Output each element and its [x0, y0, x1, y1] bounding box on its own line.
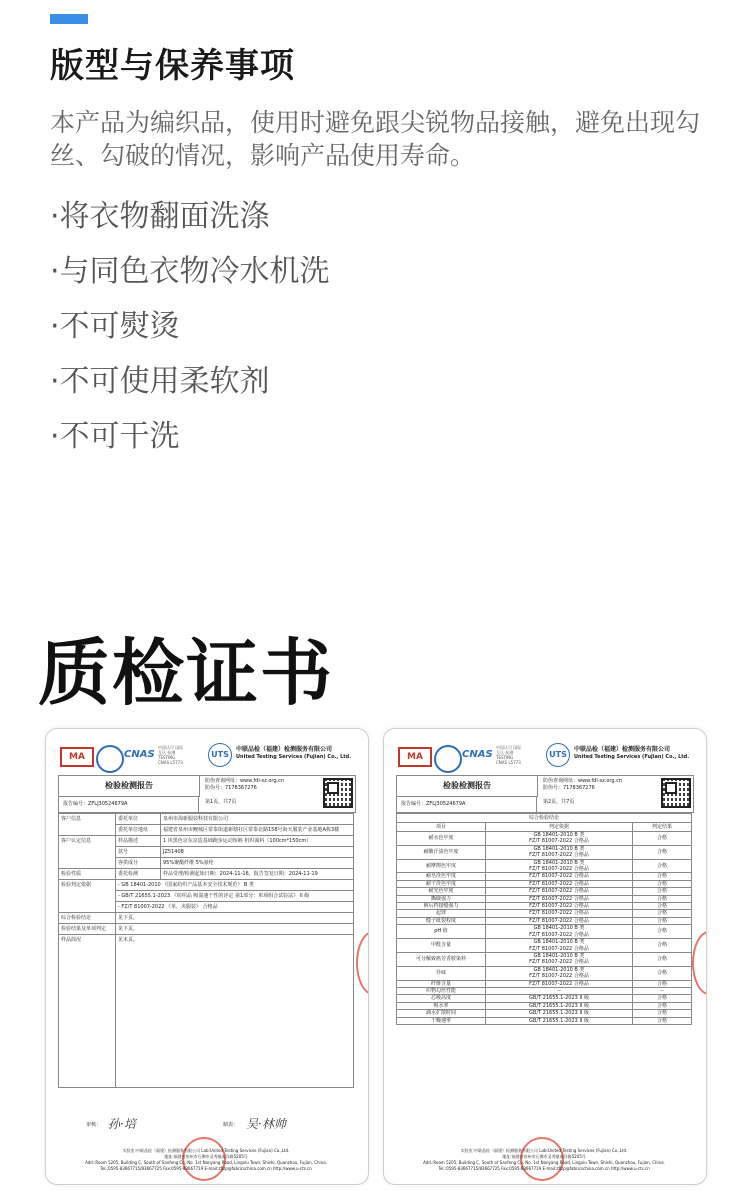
edge-stamp-icon [356, 931, 369, 995]
result-cell: 合格 [633, 995, 692, 1002]
certificate-page-2[interactable] [383, 728, 707, 1185]
basis-cell [486, 980, 633, 987]
field-value: 见下页。 [116, 913, 354, 924]
table-row [397, 832, 692, 846]
footer-contact: Tel.:0595-83667715/83667725 Fax:0595-83667719 E-mail:zfjzp@fabricschina.com.cn http://www.u-cts.cn [438, 1166, 650, 1171]
footer-lab: 实验室:中联品检（福建）检测服务有限公司 Lab:United Testing Services (Fujian) Co.,Ltd. [122, 1148, 290, 1153]
table-row [397, 966, 692, 980]
table-row [59, 880, 354, 891]
basis-cell [486, 917, 633, 924]
field-key: 款号 [116, 847, 161, 858]
basis-cell [486, 987, 633, 994]
basis-line: FZ/T 81007-2022 合格品 [529, 910, 589, 917]
table-row [397, 980, 692, 987]
basis-cell [486, 952, 633, 966]
basis-line: FZ/T 81007-2022 合格品 [529, 917, 589, 924]
footer-address-cn: 地址:福建省泉州市石狮市灵秀镇南洋路5205号 [164, 1154, 248, 1159]
review-label: 审核： [86, 1122, 102, 1128]
item-cell: 纤维含量 [397, 980, 486, 987]
item-cell: 吸水率 [397, 1002, 486, 1009]
result-cell: 合格 [633, 1017, 692, 1024]
basis-line: FZ/T 81007-2022 合格品 [529, 838, 589, 845]
verify-code: 防伪号：7178367276 [543, 785, 595, 791]
table-row [397, 1002, 692, 1009]
result-cell: 合格 [633, 895, 692, 902]
item-cell: 织物勾丝性能 [397, 987, 486, 994]
basis-line: FZ/T 81007-2022 合格品 [529, 959, 589, 966]
field-value: 见末页。 [116, 935, 354, 1088]
report-header [396, 775, 694, 813]
item-cell: 缝子纰裂程度 [397, 917, 486, 924]
basis-line: GB/T 21655.1-2023 II 级 [529, 1017, 589, 1024]
result-cell: 合格 [633, 859, 692, 873]
org-name-en: United Testing Services (Fujian) Co., Ltd. [236, 754, 352, 760]
basis-cell [486, 832, 633, 846]
item-cell: 异味 [397, 966, 486, 980]
table-row [397, 903, 692, 910]
verify-url: 防伪查询网址：www.fdl-sz.org.cn [543, 778, 623, 784]
table-row [59, 924, 354, 935]
field-key: 客供成分 [116, 858, 161, 869]
footer-address-cn: 地址:福建省泉州市石狮市灵秀镇南洋路5205号 [502, 1154, 586, 1159]
result-cell: 合格 [633, 1010, 692, 1017]
field-key: 委托检测 [116, 869, 161, 880]
item-cell: pH 值 [397, 925, 486, 939]
table-title: 综合检验结论 [397, 814, 692, 823]
item-cell: 撕破强力 [397, 895, 486, 902]
verify-url: 防伪查询网址：www.fdl-sz.org.cn [205, 778, 285, 784]
basis-line: GB/T 21655.1-2023 II 级 [529, 1002, 589, 1009]
section-label: 检验结果及单项判定 [59, 924, 116, 935]
table-row [397, 917, 692, 924]
basis-cell [486, 873, 633, 880]
column-header: 判定结果 [633, 823, 692, 832]
uts-logo-icon: UTS [208, 743, 232, 767]
field-value: 1 块黑色京东京造基础跑步运动短裤 机织面料（100cm*150cm） [161, 836, 354, 847]
table-row [59, 913, 354, 924]
maker-signature: 吴·林帅 [246, 1117, 286, 1131]
org-name-cn: 中联品检（福建）检测服务有限公司 [574, 746, 671, 753]
care-item: ·不可熨烫 [50, 309, 180, 344]
basis-line: GB 18401-2010 B 类 [533, 952, 585, 959]
table-row [59, 935, 354, 1088]
report-header [58, 775, 356, 813]
field-value: - GB 18401-2010 《国家纺织产品基本安全技术规范》 B 类 [116, 880, 354, 891]
item-cell: 可分解致癌芳香胺染料 [397, 952, 486, 966]
table-row [397, 845, 692, 859]
basis-line: FZ/T 81007-2022 合格品 [529, 866, 589, 873]
section-accent-bar [50, 14, 88, 24]
basis-cell [486, 925, 633, 939]
verify-info [543, 778, 622, 792]
footer-contact: Tel.:0595-83667715/83667725 Fax:0595-83667719 E-mail:zfjzp@fabricschina.com.cn http://www.u-cts.cn [100, 1166, 312, 1171]
report-title: 检验检测报告 [397, 776, 538, 797]
result-cell: -- [633, 987, 692, 994]
result-cell: 合格 [633, 832, 692, 846]
table-row [397, 995, 692, 1002]
org-name-cn: 中联品检（福建）检测服务有限公司 [236, 746, 333, 753]
table-row [397, 1010, 692, 1017]
ma-logo-icon: MA [60, 747, 94, 767]
section-label: 样品简况 [59, 935, 116, 1088]
report-number: 报告编号：ZFLJ30524679A [397, 796, 537, 812]
ilac-logo-icon [96, 745, 124, 773]
field-key: 样品描述 [116, 836, 161, 847]
report-number: 报告编号：ZFLJ30524679A [59, 796, 199, 812]
item-cell: 耐皂洗色牢度 [397, 873, 486, 880]
result-cell: 合格 [633, 888, 692, 895]
cnas-logo-icon: CNAS [124, 749, 155, 760]
verify-info [205, 778, 284, 792]
section-label: 检验判定依据 [59, 880, 116, 913]
qr-code-icon [323, 778, 353, 808]
basis-cell [486, 1017, 633, 1024]
item-cell: 耐摩擦色牢度 [397, 859, 486, 873]
table-row [397, 910, 692, 917]
field-value: JZ51408 [161, 847, 354, 858]
result-cell: 合格 [633, 939, 692, 953]
section-label: 客户认定信息 [59, 836, 116, 869]
verify-code: 防伪号：7178367276 [205, 785, 257, 791]
basis-cell [486, 1002, 633, 1009]
basis-cell [486, 888, 633, 895]
footer-lab: 实验室:中联品检（福建）检测服务有限公司 Lab:United Testing Services (Fujian) Co.,Ltd. [460, 1148, 628, 1153]
field-value: 95%聚酯纤维 5%氨纶 [161, 858, 354, 869]
basis-line: FZ/T 81007-2022 合格品 [529, 973, 589, 980]
table-row [397, 987, 692, 994]
item-cell: 裤后档接缝强力 [397, 903, 486, 910]
page-number: 第1页，共7页 [205, 799, 237, 805]
table-row [397, 888, 692, 895]
care-item: ·将衣物翻面洗涤 [50, 199, 270, 234]
org-name-en: United Testing Services (Fujian) Co., Ltd. [574, 754, 690, 760]
basis-line: FZ/T 81007-2022 合格品 [529, 895, 589, 902]
section-label: 检验性质 [59, 869, 116, 880]
basis-cell [486, 845, 633, 859]
accreditation-logos [396, 743, 522, 771]
certificate-page-1[interactable] [45, 728, 369, 1185]
item-cell: 芯吸高度 [397, 995, 486, 1002]
field-value: - FZ/T 81007-2022 《单、夹服装》 合格品 [116, 902, 354, 913]
reviewer-signature: 孙·培 [108, 1117, 136, 1131]
basis-line: GB 18401-2010 B 类 [533, 925, 585, 932]
field-key: 委托单位 [116, 814, 161, 825]
field-value: 泉州市海新服装科技有限公司 [161, 814, 354, 825]
basis-line: FZ/T 81007-2022 合格品 [529, 980, 589, 987]
basis-line: FZ/T 81007-2022 合格品 [529, 888, 589, 895]
field-value: 见下页。 [116, 924, 354, 935]
field-value: 样品受理/检测起始日期：2024-11-16，报告签发日期：2024-11-19 [161, 869, 354, 880]
field-value: 福建省泉州市鲤城区常泰街道新塘社区常泰北路158号海天服装产业基地A栋3楼 [161, 825, 354, 836]
result-cell: 合格 [633, 925, 692, 939]
care-item: ·不可干洗 [50, 419, 180, 454]
basis-line: GB 18401-2010 B 类 [533, 939, 585, 946]
table-row [397, 1017, 692, 1024]
care-instructions-list [50, 195, 330, 470]
result-cell: 合格 [633, 910, 692, 917]
care-item: ·与同色衣物冷水机洗 [50, 254, 330, 289]
edge-stamp-icon [692, 931, 707, 995]
item-cell: 滴水扩散时间 [397, 1010, 486, 1017]
field-value: - GB/T 21655.1-2023 《纺织品 吸湿速干性的评定 第1部分：单项组合试验法》 II 级 [116, 891, 354, 902]
table-row [397, 952, 692, 966]
basis-line: FZ/T 81007-2022 合格品 [529, 880, 589, 887]
uts-logo-icon: UTS [546, 743, 570, 767]
table-row [397, 859, 692, 873]
basis-cell [486, 895, 633, 902]
item-cell: 耐水色牢度 [397, 832, 486, 846]
item-cell: 起球 [397, 910, 486, 917]
item-cell: 干燥速率 [397, 1017, 486, 1024]
result-cell: 合格 [633, 903, 692, 910]
section-label: 客户信息 [59, 814, 116, 836]
certificate-footer [396, 1148, 692, 1172]
basis-cell [486, 859, 633, 873]
basis-cell [486, 880, 633, 887]
result-cell: 合格 [633, 952, 692, 966]
result-cell: 合格 [633, 966, 692, 980]
cnas-logo-icon: CNAS [462, 749, 493, 760]
qr-code-icon [661, 778, 691, 808]
basis-line: GB 18401-2010 B 类 [533, 832, 585, 838]
basis-line: GB 18401-2010 B 类 [533, 859, 585, 866]
result-cell: 合格 [633, 873, 692, 880]
basis-line: FZ/T 81007-2022 合格品 [529, 852, 589, 859]
basis-line: GB/T 21655.1-2023 II 级 [529, 1010, 589, 1017]
table-row [59, 869, 354, 880]
care-intro-text: 本产品为编织品，使用时避免跟尖锐物品接触，避免出现勾丝、勾破的情况，影响产品使用寿命。 [50, 108, 701, 170]
result-cell: 合格 [633, 1002, 692, 1009]
basis-line: FZ/T 81007-2022 合格品 [529, 873, 589, 880]
basis-line: -- [557, 987, 561, 994]
cnas-text: 中国认可 国际互认 检测 TESTING CNAS L5773 [158, 745, 184, 765]
result-cell: 合格 [633, 880, 692, 887]
org-header [546, 743, 706, 769]
cnas-text: 中国认可 国际互认 检测 TESTING CNAS L5773 [496, 745, 522, 765]
basis-line: GB/T 21655.1-2023 II 级 [529, 995, 589, 1002]
table-row [397, 873, 692, 880]
ilac-logo-icon [434, 745, 462, 773]
result-cell: 合格 [633, 980, 692, 987]
basis-line: FZ/T 81007-2022 合格品 [529, 945, 589, 952]
basis-line: GB 18401-2010 B 类 [533, 966, 585, 973]
table-row [397, 895, 692, 902]
column-header: 判定依据 [486, 823, 633, 832]
care-section-title: 版型与保养事项 [50, 46, 295, 86]
item-cell: 甲醛含量 [397, 939, 486, 953]
table-row [397, 939, 692, 953]
page-number: 第2页，共7页 [543, 799, 575, 805]
quality-certificate-title: 质检证书 [38, 631, 335, 715]
table-row [59, 836, 354, 847]
basis-cell [486, 910, 633, 917]
column-header: 项目 [397, 823, 486, 832]
result-cell: 合格 [633, 917, 692, 924]
certificate-footer [58, 1148, 354, 1172]
table-row [397, 880, 692, 887]
basis-cell [486, 939, 633, 953]
result-cell: 合格 [633, 845, 692, 859]
test-results-table [396, 813, 692, 1025]
table-row [59, 814, 354, 825]
basis-cell [486, 903, 633, 910]
field-key: 委托单位地址 [116, 825, 161, 836]
report-info-table [58, 813, 354, 1088]
table-row [397, 925, 692, 939]
item-cell: 耐光色牢度 [397, 888, 486, 895]
make-label: 制表： [223, 1122, 239, 1128]
basis-line: FZ/T 81007-2022 合格品 [529, 931, 589, 938]
basis-cell [486, 995, 633, 1002]
item-cell: 耐酸汗渍色牢度 [397, 845, 486, 859]
basis-line: GB 18401-2010 B 类 [533, 845, 585, 852]
ma-logo-icon: MA [398, 747, 432, 767]
care-item: ·不可使用柔软剂 [50, 364, 270, 399]
section-label: 综合检验结论 [59, 913, 116, 924]
footer-address-en: Add.:Room 5205, Building C, South of Sanfeng Co, No. 1st Nanyang Road, Lingxiu Town, Shishi, Quanzhou, Fujian, China. [423, 1160, 665, 1165]
item-cell: 耐干洗色牢度 [397, 880, 486, 887]
accreditation-logos [58, 743, 184, 771]
report-title: 检验检测报告 [59, 776, 200, 797]
basis-line: FZ/T 81007-2022 合格品 [529, 903, 589, 910]
basis-cell [486, 966, 633, 980]
basis-cell [486, 1010, 633, 1017]
footer-address-en: Add.:Room 5205, Building C, South of Sanfeng Co, No. 1st Nanyang Road, Lingxiu Town, Shishi, Quanzhou, Fujian, China. [85, 1160, 327, 1165]
org-header [208, 743, 368, 769]
